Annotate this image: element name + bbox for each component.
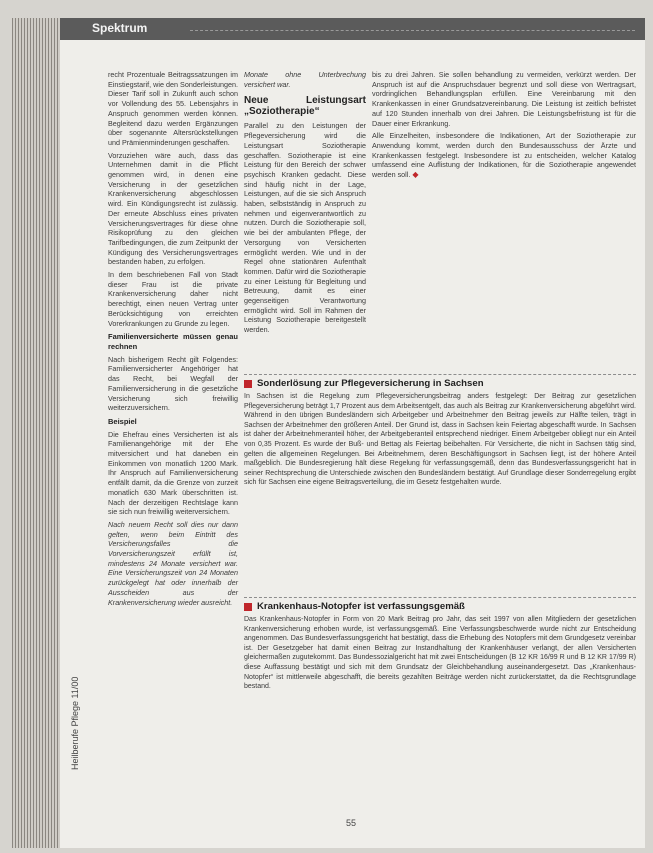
column-paragraph: Nach bisherigem Recht gilt Folgendes: Familienversicherter Angehöriger hat das Recht, bei Wegfall der Familienversicherung in die gesetzliche Versicherung sich freiwillig weiterzuversichern. [108,354,238,413]
infobox-sachsen [244,374,636,488]
column-paragraph: bis zu drei Jahren. Sie sollen behandlung zu vermeiden, verkürzt werden. Der Anspruch ist auf die Anspruchsdauer begrenzt und soll diese von Wertragsart, vordringlichen Behandlungsplan erfüllen. Eine Vereinbarung mit den Krankenkassen in einer Grundsatzvereinbarung. Die Leistung ist zeitlich befristet auf 120 Stunden innerhalb von drei Jahren. Die Leistungsbefristung ist für die Dauer einer Erkrankung. [372,70,636,128]
infobox-notopfer [244,597,636,692]
column-paragraph: Vorzuziehen wäre auch, dass das Unternehmen damit in die Pflicht genommen wird, in denen eine Versicherung in der gesetzlichen Krankenversicherung abgeschlossen wird. Ein Kündigungsrecht ist zulässig. Der erneute Abschluss eines privaten Versicherungsvertrages für diese ohne Risikoprüfung zu den gleichen Tarifbedingungen, die zum Zeitpunkt der Kündigung des Versicherungsvertrages bestanden haben, zu erfolgen. [108,150,238,267]
page-stack-edges [12,18,62,848]
page-number: 55 [346,818,357,828]
column-intro-text: Monate ohne Unterbrechung versichert war. [244,70,366,89]
section-title: Spektrum [92,21,148,35]
column-paragraph: Parallel zu den Leistungen der Pflegeversicherung wird die Leistungsart Soziotherapie geschaffen. Soziotherapie ist eine Leistung für den Bereich der schwer psychisch Kranken gedacht. Diese sind häufig nicht in der Lage, Leistungen, auf die sie sich Anspruch haben, selbstständig in Anspruch zu nehmen und eigenverantwortlich zu nutzen. Durch die Soziotherapie soll, wie bei der ambulanten Pflege, der Versorgung von Versicherten ermöglicht werden. Wie und in der Regel ohne stationären Aufenthalt kommen. Dafür wird die Soziotherapie zu einer Leistung für Begleitung und Betreuung, damit es einer gegenseitigen Verantwortung ermöglicht wird. Soll im Rahmen der Leistung Soziotherapie bereitgestellt werden. [244,121,366,335]
text-column-middle [244,70,366,338]
journal-sidebar-label: Heilberufe Pflege 11/00 [70,676,80,770]
box-dashed-rule [244,374,636,375]
infobox-body [244,392,636,488]
column-paragraph: In dem beschriebenen Fall von Stadt dieser Frau ist die private Krankenversicherung daher nicht berechtigt, einen neuen Vertrag unter Berücksichtigung von erreichten Vorerkrankungen zu Grunde zu legen. [108,270,238,328]
header-dashed-rule [190,30,635,31]
infobox-text: In Sachsen ist die Regelung zum Pflegeversicherungsbeitrag anders festgelegt: Der Beitrag zur gesetzlichen Pflegeversicherung beträgt 1,7 Prozent aus dem Arbeitsentgelt, das auch als Beitrag zur Krankenversicherung abgeführt wird. Während in den übrigen Bundesländern sich Arbeitgeber und Arbeitnehmer den Beitrag jeweils zur Hälfte teilen, trägt in Sachsen der Arbeitnehmer den größeren Anteil. Der Grund ist, dass in Sachsen kein Feiertag abgeschafft wurde. In Sachsen ist daher der Arbeitnehmeranteil höher, der Arbeitgeberanteil entsprechend niedriger. Einem Arbeitgeber obliegt nur ein Anteil von 0,35 Prozent. Es wurde der Buß- und Bettag als Feiertag beibehalten. Für Versicherte, die nicht in Sachsen tätig sind, gelten die allgemeinen Regelungen. Bei Arbeitnehmern, deren Beschäftigungsort in Sachsen liegt, ist der höhere Anteil maßgeblich. Die Bundesregierung hält diese Regelung für verfassungsgemäß, denn das Bundesverfassungsgericht hat in seiner Rechtsprechung die Unterschiede zwischen den Bundesländern bestätigt. Auf Grundlage dieser Sonderregelung ergibt sich für Sachsen eine eigene Beitragsverteilung, die im Gesetz festgehalten wurde. [244,393,636,487]
column-paragraph: Die Ehefrau eines Versicherten ist als Familienangehörige mit der Ehe mitversichert und hat daneben ein Einkommen von monatlich 1200 Mark. Ihr Anspruch auf Familienversicherung entfällt damit, da die Grenze von zurzeit monatlich 630 Mark überschritten ist. Nach der derzeitigen Rechtslage kann sie sich nun freiwillig weiterversichern. [108,429,238,517]
infobox-title-row [244,601,636,612]
infobox-title: Krankenhaus-Notopfer ist verfassungsgemäß [257,601,465,612]
box-dashed-rule [244,597,636,598]
article-end-mark: ◆ [412,170,419,180]
column-subheading: Beispiel [108,416,137,426]
column-paragraph: Nach neuem Recht soll dies nur dann gelten, wenn beim Eintritt des Versicherungsfalles die Vorversicherungszeit erfüllt ist, mindestens 24 Monate versichert war. Eine Versicherungszeit von 24 Monaten zurückgelegt hat oder innerhalb der Ausscheiden aus der Krankenversicherung wieder ausreicht. [108,519,238,607]
column-paragraph: Alle Einzelheiten, insbesondere die Indikationen, Art der Soziotherapie zur Anwendung kommt, werden durch den Bundesausschuss der Ärzte und Krankenkassen festgelegt. Insbesondere ist zu entscheiden, welcher Katalog umfassend eine Auflistung der Indikationen, für die Soziotherapie angewendet werden soll. ◆ [372,131,636,180]
infobox-title: Sonderlösung zur Pflegeversicherung in Sachsen [257,378,484,389]
text-column-right [372,70,636,183]
section-header-bar [60,18,645,40]
red-square-icon [244,380,252,388]
infobox-text: Das Krankenhaus-Notopfer in Form von 20 Mark Beitrag pro Jahr, das seit 1997 von allen Mitgliedern der gesetzlichen Krankenversicherung erhoben wurde, ist verfassungsgemäß. Eine Verfassungsbeschwerde wurde nicht zur Entscheidung angenommen. Das Bundesverfassungsgericht hat bestätigt, dass die Erhebung des Notopfers mit dem Grundgesetz vereinbar ist. Der Gesetzgeber hat damit einen Beitrag zur Instandhaltung der Krankenhäuser verlangt, der allen Versicherten gleichermaßen zugutekommt. Das Bundessozialgericht hat mit zwei Entscheidungen (B 12 KR 16/99 R und B 12 KR 17/99 R) diese Auffassung bestätigt und sich mit dem Grundsatz der Gleichbehandlung auseinandergesetzt. Das „Krankenhaus-Notopfer“ ist mittlerweile abgeschafft, die bereits gezahlten Beiträge werden nicht zurückerstattet, da die Rechtsgrundlage bestand. [244,616,636,691]
infobox-body [244,615,636,692]
text-column-left [108,70,238,610]
column-paragraph: recht Prozentuale Beitragssatzungen im Einstiegstarif, wie den Sonderleistungen. Dieser Tarif soll in Zukunft auch schon vor Vollendung des 55. Lebensjahrs in Anspruch genommen werden können. Begleitend dazu werden Ergänzungen über sogenannte Altersrückstellungen und Prämienminderungen geschaffen. [108,70,238,147]
red-square-icon [244,603,252,611]
article-subheading: Neue Leistungsart „Soziotherapie“ [244,95,366,118]
infobox-title-row [244,378,636,389]
column-subheading: Familienversicherte müssen genau rechnen [108,332,238,351]
